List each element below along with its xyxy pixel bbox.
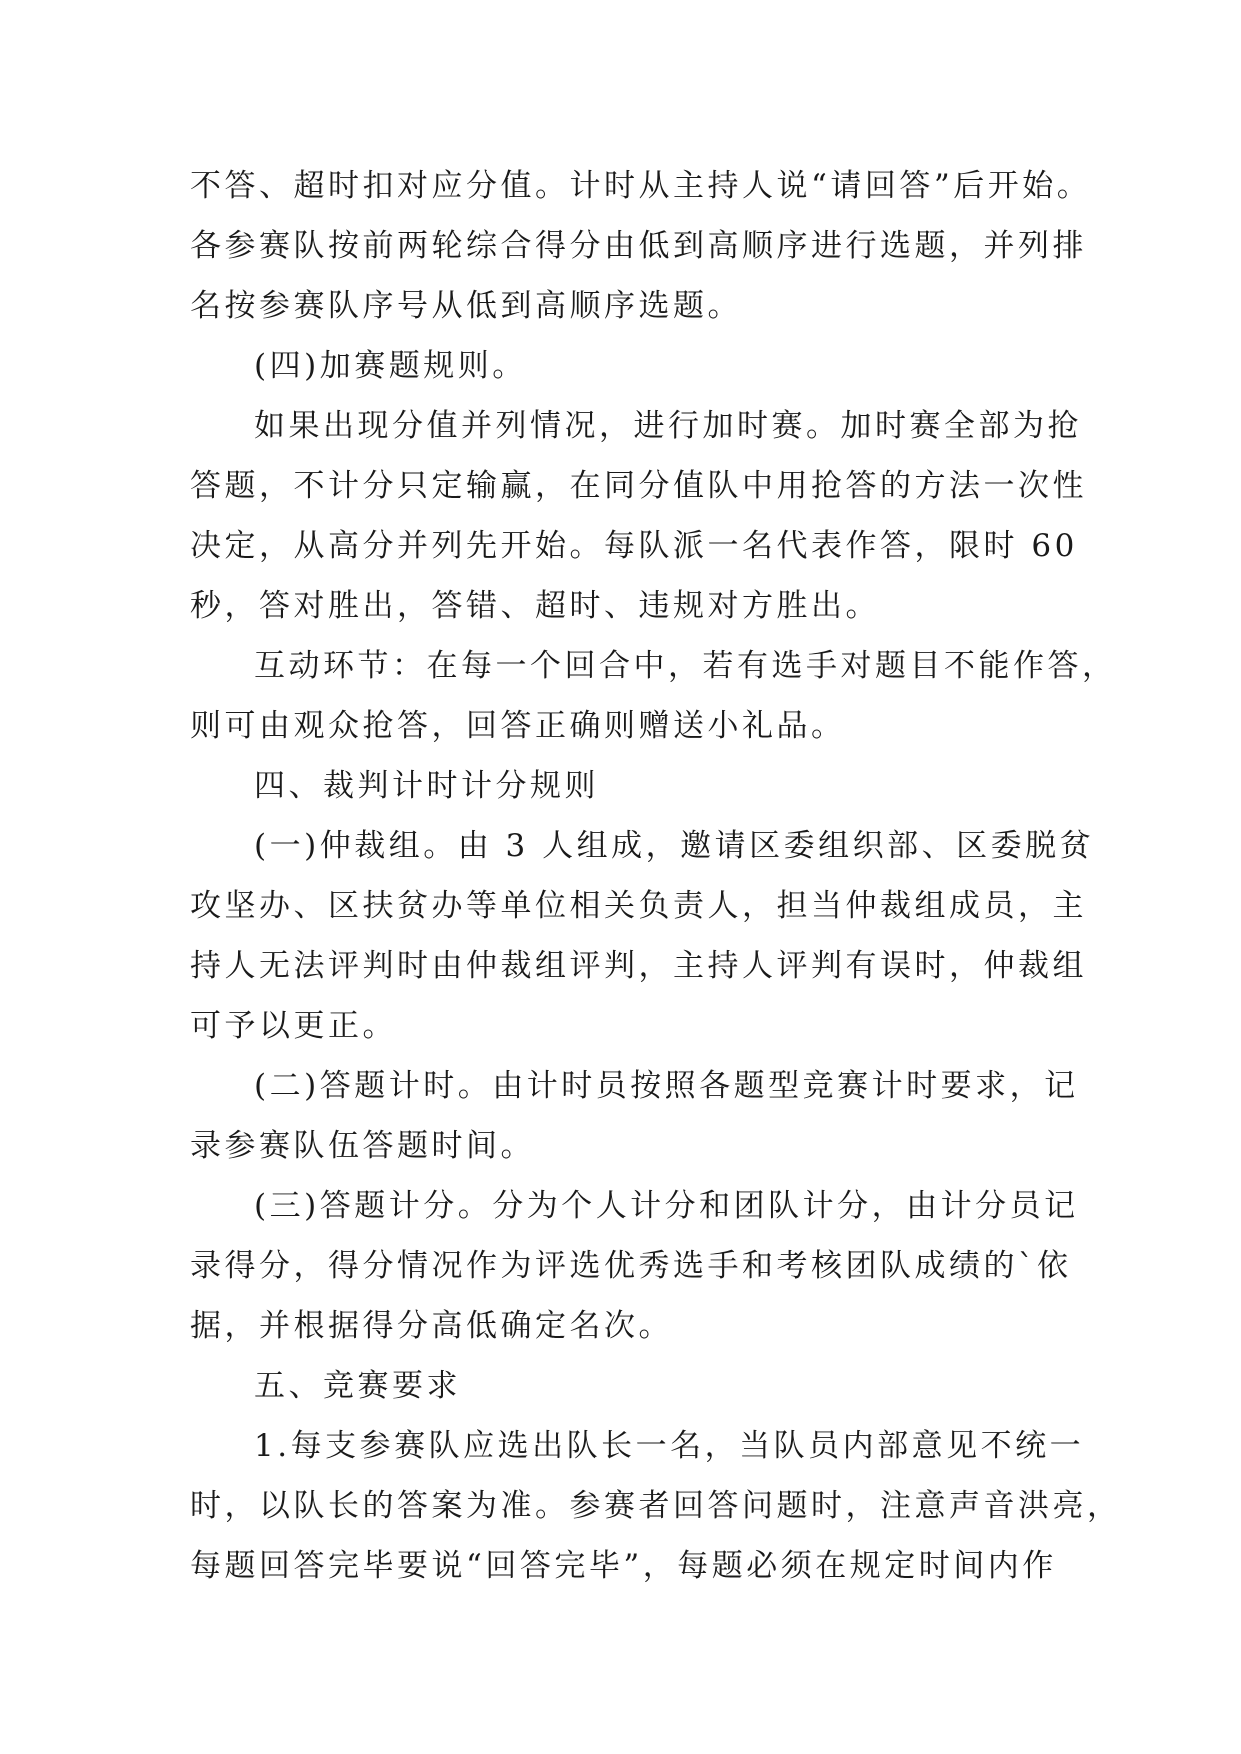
text-line: 各参赛队按前两轮综合得分由低到高顺序进行选题，并列排 (190, 228, 1087, 264)
text-line: 录参赛队伍答题时间。 (190, 1128, 535, 1164)
text-line: 秒，答对胜出，答错、超时、违规对方胜出。 (190, 588, 880, 624)
text-line: 每题回答完毕要说“回答完毕”，每题必须在规定时间内作 (190, 1548, 1057, 1584)
text-line: 可予以更正。 (190, 1008, 397, 1044)
text-line: 据，并根据得分高低确定名次。 (190, 1308, 673, 1344)
text-line: 答题，不计分只定输赢，在同分值队中用抢答的方法一次性 (190, 468, 1087, 504)
text-line: 1.每支参赛队应选出队长一名，当队员内部意见不统一 (254, 1428, 1085, 1464)
text-line: 时，以队长的答案为准。参赛者回答问题时，注意声音洪亮， (190, 1488, 1122, 1524)
text-line: 决定，从高分并列先开始。每队派一名代表作答，限时 60 (190, 528, 1078, 564)
text-line: 如果出现分值并列情况，进行加时赛。加时赛全部为抢 (254, 408, 1082, 444)
section-heading: (四)加赛题规则。 (254, 348, 527, 384)
text-line: 不答、超时扣对应分值。计时从主持人说“请回答”后开始。 (190, 168, 1092, 204)
text-line: 名按参赛队序号从低到高顺序选题。 (190, 288, 742, 324)
text-line: 则可由观众抢答，回答正确则赠送小礼品。 (190, 708, 846, 744)
section-heading: 四、裁判计时计分规则 (254, 768, 599, 804)
text-line: (三)答题计分。分为个人计分和团队计分，由计分员记 (254, 1188, 1079, 1224)
text-line: 录得分，得分情况作为评选优秀选手和考核团队成绩的`依 (190, 1248, 1072, 1284)
text-line: (二)答题计时。由计时员按照各题型竞赛计时要求，记 (254, 1068, 1079, 1104)
section-heading: 五、竞赛要求 (254, 1368, 461, 1404)
text-line: (一)仲裁组。由 3 人组成，邀请区委组织部、区委脱贫 (254, 828, 1095, 864)
body-text (190, 156, 1122, 1596)
text-line: 攻坚办、区扶贫办等单位相关负责人，担当仲裁组成员，主 (190, 888, 1087, 924)
text-line: 互动环节：在每一个回合中，若有选手对题目不能作答， (254, 648, 1117, 684)
text-line: 持人无法评判时由仲裁组评判，主持人评判有误时，仲裁组 (190, 948, 1087, 984)
